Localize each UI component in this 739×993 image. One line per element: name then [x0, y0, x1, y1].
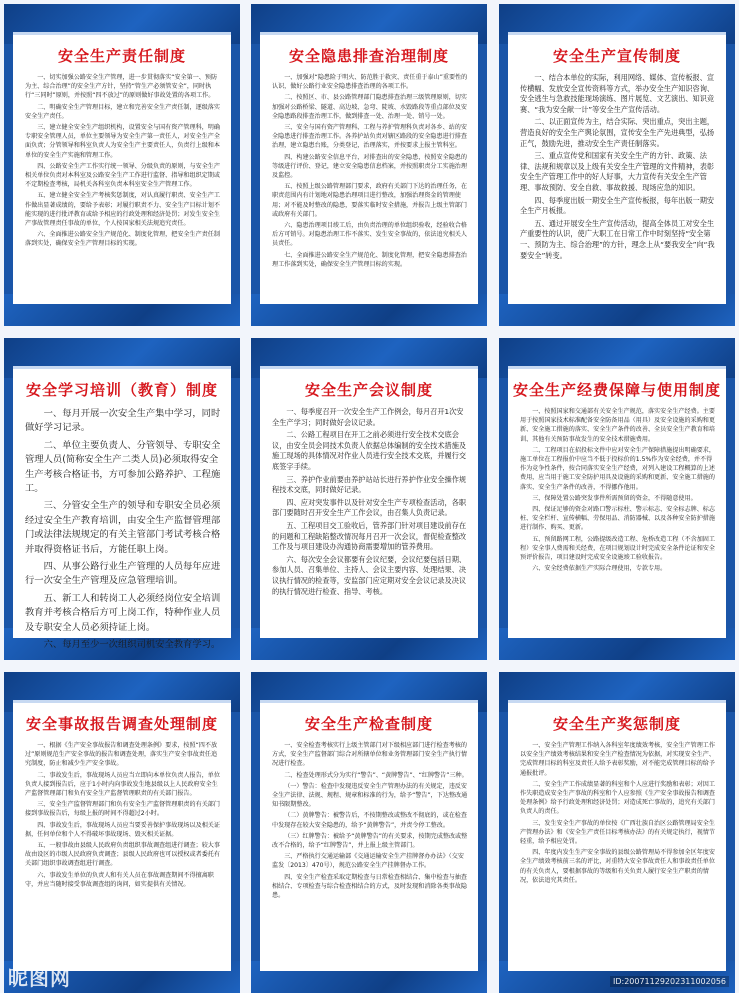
board-body	[520, 741, 716, 965]
board-responsibility	[4, 4, 240, 326]
board-paragraph: 五、一般事故由县级人民政府负责组织事故调查组进行调查；较大事故由设区的市级人民政府负责调查；县级人民政府也可以授权或者委托有关部门组织事故调查组进行调查。	[25, 842, 220, 868]
board-sheet	[13, 700, 231, 971]
board-paragraph: （一）警告：检查中发现违反安全生产管理办法的有关规定，违反安全生产法律、法规、规程、规章和标准的行为，给予“警告”，下达整改通知书限期整改。	[272, 782, 468, 809]
board-paragraph: （三）红牌警告：被给予“黄牌警告”的有关要求，按期完成整改或整改不合格的，给予“红牌警告”，并上报上级主管部门。	[272, 832, 468, 850]
board-paragraph: 二、公路工程项目在开工之前必须进行安全技术交底会议，由安全员会同技术负责人依据总体编制的安全技术措施及施工现场的具体情况对作业人员进行安全技术交底，并履行交底签字手续。	[272, 430, 467, 471]
board-reward-penalty	[499, 672, 735, 993]
board-paragraph: 二、工程项目在招投标文件中应对安全生产保障措施提出明确要求，施工单位在工程报价中应当不低于投标价的1.5%作为安全经费，并不得作为竞争性条件，按合同落实安全生产经费，对列入建设工程概算的上述费用，应当用于施工安全防护用具及设施的采购和更新、安全施工措施的落实、安全生产条件的改善，不得挪作他用。	[520, 446, 715, 491]
board-body	[25, 407, 221, 651]
board-body	[272, 407, 468, 632]
board-paragraph: 五、新工人和转岗工人必须经岗位安全培训教育并考核合格后方可上岗工作，特种作业人员及专职安全人员必须持证上岗。	[25, 592, 221, 633]
board-paragraph: 一、按照国家和交通部有关安全生产规范，落实安全生产经费。主要用于按照国家技术标准配备安全防备用品（用具）及安全设施的采购和更新、安全施工措施的落实、安全生产条件的改善、全员安全生产教育和培训、其他有关预防事故发生的安全技术措施费用。	[520, 408, 715, 443]
board-body	[272, 73, 468, 298]
board-paragraph: 一、根据《生产安全事故报告和调查处理条例》要求，按照“四不放过”原则规范生产安全事故的报告和调查处理，落实生产安全事故责任追究制度，防止和减少生产安全事故。	[25, 742, 218, 768]
watermark-id: ID:20071129202311002056	[610, 976, 729, 987]
board-paragraph: 一、结合本单位的实际，利用网络、媒体、宣传板报、宣传横幅、发放安全宣传资料等方式，举办安全生产知识咨询、安全逃生与急救技能现场演练、图片展览、文艺演出、知识竞赛、“我为安全献一计”等安全生产宣传活动。	[520, 73, 715, 114]
board-paragraph: 四、年度内发生生产安全事故的县级公路管理局不得参加全区年度安全生产绩效考核前三名的评比，对重特大安全事故责任人和事故责任单位的有关负责人，要根据事故的等级和有关负责人履行安全生产职责的情况，依法追究其责任。	[520, 849, 715, 884]
board-paragraph: 五、工程项目交工验收后，管养部门针对项目建设前存在的问题和工程缺陷整改情况每月召开一次会议，督促检查整改工作及与项目建设办沟通协商需要增加的管养费用。	[272, 520, 467, 552]
board-title: 安全事故报告调查处理制度	[25, 715, 218, 733]
board-paragraph: 四、安全生产检查采取定期检查与日常检查相结合、集中检查与抽查相结合、专项检查与综合检查相结合的方式，及时发现和消除各类事故隐患。	[272, 873, 467, 900]
board-sheet	[13, 32, 231, 304]
watermark-logo: 昵图网	[8, 966, 71, 990]
board-paragraph: 三、分管安全生产的领导和专职安全员必须经过安全生产教育培训，由安全生产监督管理部门或法律法规规定的有关主管部门考试考核合格并取得资格证书后，方能任职上岗。	[25, 500, 221, 555]
board-body	[272, 741, 468, 965]
board-paragraph: 五、按照上级公路管理部门要求，政府有关部门下达的治理任务，在职责范围内有计划地对隐患治理项目进行整改，加强治理资金的管理使用；对不能及时整改的隐患，要落实临时安全措施，并报告上级主管部门或政府有关部门。	[272, 183, 467, 218]
board-paragraph: 一、每月开展一次安全生产集中学习，同时做好学习记录。	[25, 408, 221, 434]
board-paragraph: 六、隐患治理项目竣工后，由负责治理的单位组织验收，经验收合格后方可销号。对隐患治理工作不落实、发生安全事故的，依法追究相关人员责任。	[272, 222, 467, 248]
board-paragraph: 一、每季度召开一次安全生产工作例会，每月召开1次安全生产学习；同时做好会议记录。	[272, 407, 464, 427]
board-paragraph: 四、应对突发事件以及针对安全生产专项检查活动，各职部门要随时召开安全生产工作会议，由召集人负责记录。	[272, 497, 467, 518]
board-title: 安全隐患排查治理制度	[288, 47, 449, 65]
board-paragraph: 二、事故发生后，事故现场人员应当立即向本单位负责人报告，单位负责人接到报告后，应于1小时内向事故发生地县级以上人民政府安全生产监督管理部门和负有安全生产监督管理职责的有关部门报告。	[25, 771, 220, 798]
board-paragraph: 五、预留路网工程，公路提级改造工程、危桥改造工程（不含加固工程）安全事人费需和关经费，在项目规划设计时完成安全条件论证和安全预评价报告，项目建设时完成安全设施竣工验收报告。	[520, 535, 715, 562]
board-hazard-inspection	[251, 4, 487, 326]
board-paragraph: 一、加强对“隐患险于明火、防范胜于救灾、责任重于泰山”重要性的认识，做好公路行业安全隐患排查治理的各项工作。	[272, 74, 468, 91]
board-paragraph: 三、安全与国有资产管理科、工程与养护管理科负责对各乡、站的安全隐患进行排查治理工作。各养护站负责对辖区路段的安全隐患进行排查治理，建立隐患台账，分类登记，治理落实，并按要求上报主管科室。	[272, 124, 467, 150]
board-paragraph: 六、安全经费依据生产实际合理使用，专款专用。	[532, 565, 667, 573]
board-meeting	[251, 338, 487, 660]
board-paragraph: 四、公路安全生产工作实行统一领导、分级负责的原则，与安全生产相关单位负责对本科室及公路安全生产工作进行监督、指导和组织定期或不定期检查考核，局机关各科室负责本科室安全生产管理工作。	[25, 162, 220, 189]
board-paragraph: 四、构建公路安全信息平台，对排查出的安全隐患，按照安全隐患的等级进行评价、登记，建立安全隐患信息档案，并按照职责分工实施治理及监控。	[272, 153, 467, 180]
board-paragraph: 五、通过开展安全生产宣传活动，提高全体员工对安全生产重要性的认识，使广大职工在日常工作中时刻坚持“安全第一、预防为主、综合治理”的方针，理念上从“要我安全”向“我要安全”转变。	[520, 218, 715, 260]
board-funding	[499, 338, 735, 660]
board-paragraph: 四、每季度出版一期安全生产宣传板报，每年出版一期安全生产月板报。	[520, 195, 715, 216]
board-body	[520, 407, 716, 632]
board-paragraph: （二）黄牌警告：被警告后，不按期整改或整改不彻底的，或在检查中发现存在较大安全隐患的，给予“黄牌警告”，并责令停工整改。	[272, 812, 467, 829]
board-body	[25, 741, 221, 965]
board-paragraph: 二、按照区、市、县公路管理部门隐患排查治理三级管理原则，切实加强对公路桥梁、隧道、高边坡、急弯、陡坡、水毁路段等重点部位及安全隐患路段排查治理工作，做到排查一处、治理一处、销号一处。	[272, 94, 467, 120]
board-paragraph: 一、安全检查考核实行上级主管部门对下级相应部门进行检查考核的方式，安全生产监督部门综合对所辖单位和业务管理部门安全生产执行情况进行检查。	[272, 742, 467, 768]
board-paragraph: 三、严格执行交通运输部《交通运输安全生产挂牌督办办法》（交安监发〔2013〕470号），规范公路安全生产挂牌督办工作。	[272, 853, 464, 870]
board-title: 安全生产检查制度	[304, 715, 433, 733]
board-paragraph: 六、每月至少一次组织司机安全教育学习。	[43, 639, 221, 651]
board-title: 安全生产责任制度	[57, 47, 186, 65]
board-title: 安全学习培训（教育）制度	[25, 381, 218, 399]
board-sheet	[508, 700, 726, 971]
board-sheet	[508, 366, 726, 638]
board-paragraph: 四、事故发生后，事故现场人员应当要妥善保护事故现场以及相关证据，任何单位和个人不得破坏事故现场、毁灭相关证据。	[25, 821, 220, 838]
board-training	[4, 338, 240, 660]
board-sheet	[260, 366, 478, 638]
board-paragraph: 二、以正面宣传为主，结合实际、突出重点，突出主题，营造良好的安全生产舆论氛围，宣传安全生产先进典型，弘扬正气，鼓励先进，推动安全生产责任制落实。	[520, 117, 715, 148]
board-sheet	[260, 32, 478, 304]
board-title: 安全生产会议制度	[304, 381, 433, 399]
board-paragraph: 四、保证足够的资金对路口警示标柱、警示标志、安全标志牌、标志桩、安全栏杆、宣传横幅、劳保用品、消防器械、以及各种安全防护措施进行制作、购买、更新。	[520, 506, 715, 532]
board-paragraph: 三、发生安全生产事故的单位按《广西壮族自治区公路管理局安全生产管理办法》和《安全生产责任目标考核办法》的有关规定执行，视情节轻重，给予相应处罚。	[520, 819, 715, 846]
board-paragraph: 四、从事公路行业生产管理的人员每年应进行一次安全生产管理及应急管理培训。	[25, 561, 221, 587]
board-sheet	[260, 700, 478, 971]
board-publicity	[499, 4, 735, 326]
board-paragraph: 三、建立健全安全生产组织机构，设置安全与国有资产管理科，明确专职安全管理人员，单位主要领导为安全生产第一责任人，对安全生产全面负责；分管领导和科室负责人为安全生产主要责任人，负责行上级和本单位的安全生产实施和管理工作。	[25, 124, 220, 159]
board-title: 安全生产宣传制度	[552, 47, 681, 65]
board-paragraph: 二、安全生产工作成绩显著的科室和个人应进行奖励和表彰；对因工作失职造成安全生产事故的科室和个人应参照《生产安全事故报告和调查处理条例》给予行政处理和经济处罚；对造成死亡事故的，追究有关部门负责人的责任。	[520, 780, 715, 816]
board-paragraph: 六、全面推进公路安全生产规范化、制度化管理，把安全生产责任制落到实处，确保安全生产管理目标的实现。	[25, 231, 220, 248]
board-sheet	[508, 32, 726, 304]
board-paragraph: 一、安全生产管理工作纳入各科室年度绩效考核，安全生产管理工作以安全生产绩效考核结果和安全生产检查情况为依据，对实现安全生产、完成管理目标的科室及责任人给予表彰奖励，对不能完成管理目标的给予通报批评。	[520, 742, 715, 777]
board-sheet	[13, 366, 231, 651]
board-paragraph: 二、检查处理形式分为实行“警告”、“黄牌警告”、“红牌警告”三种。	[284, 771, 468, 779]
board-paragraph: 七、全面推进公路安全生产规范化、制度化管理，把安全隐患排查治理工作落到实处，确保安全生产管理目标的实现。	[272, 251, 467, 268]
board-paragraph: 二、明确安全生产管理目标，建立和完善安全生产责任制，逐级落实安全生产责任。	[25, 103, 220, 120]
board-paragraph: 六、事故发生单位的负责人和有关人员在事故调查期间不得擅离职守，并应当随时接受事故调查组的询问，如实提供有关情况。	[25, 871, 214, 888]
board-paragraph: 二、单位主要负责人、分管领导、专职安全管理人员(简称安全生产二类人员)必须取得安全生产考核合格证书，方可参加公路养护、工程施工。	[25, 439, 221, 495]
board-body	[520, 73, 716, 298]
board-title: 安全生产奖惩制度	[552, 715, 681, 733]
board-accident-report	[4, 672, 240, 993]
board-paragraph: 六、每次安全会议都要有会议纪要，会议纪要包括日期、参加人员、召集单位、主持人、会议主要内容、处理结果、决议执行情况的检查等，安监部门应定期对安全会议记录及决议的执行情况进行检查、指导、考核。	[272, 554, 467, 596]
board-paragraph: 三、安全生产监督管理部门和负有安全生产监督管理职责的有关部门接到事故报告后，每级上报的时间不得超过2小时。	[25, 801, 220, 818]
board-body	[25, 73, 221, 298]
board-title: 安全生产经费保障与使用制度	[512, 381, 721, 399]
board-inspection	[251, 672, 487, 993]
board-paragraph: 一、切实加强公路安全生产管理，进一步贯彻落实“安全第一、预防为主、综合治理”的安全生产方针，坚持“管生产必须管安全”，同时执行“三同时”原则，并按照“四不放过”的原则做好事故处置的各项工作。	[25, 74, 218, 100]
board-paragraph: 三、保障处置公路突发事件所需预留的资金，不得随意使用。	[532, 494, 697, 502]
board-paragraph: 三、重点宣传党和国家有关安全生产的方针、政策、法律、法规和规章以及上级有关安全生产管理的文件精神，表彰安全生产管理工作中的好人好事，大力宣传有关安全生产管理、事故预防、安全自救、事故救援、现场应急的知识。	[520, 151, 715, 192]
board-paragraph: 三、养护作业前要由养护站站长进行养护作业安全操作规程技术交底，同时做好记录。	[272, 474, 467, 495]
board-paragraph: 五、建立健全安全生产考核奖惩制度，对认真履行职责、安全生产工作做出显著成绩的，要给予表彰；对履行职责不力、安全生产目标计划不能实现的进行批评教育或给予相应的行政处理和经济处罚；对发生安全生产事故管理责任事故的单位，个人按国家相关法规追究责任。	[25, 192, 220, 228]
